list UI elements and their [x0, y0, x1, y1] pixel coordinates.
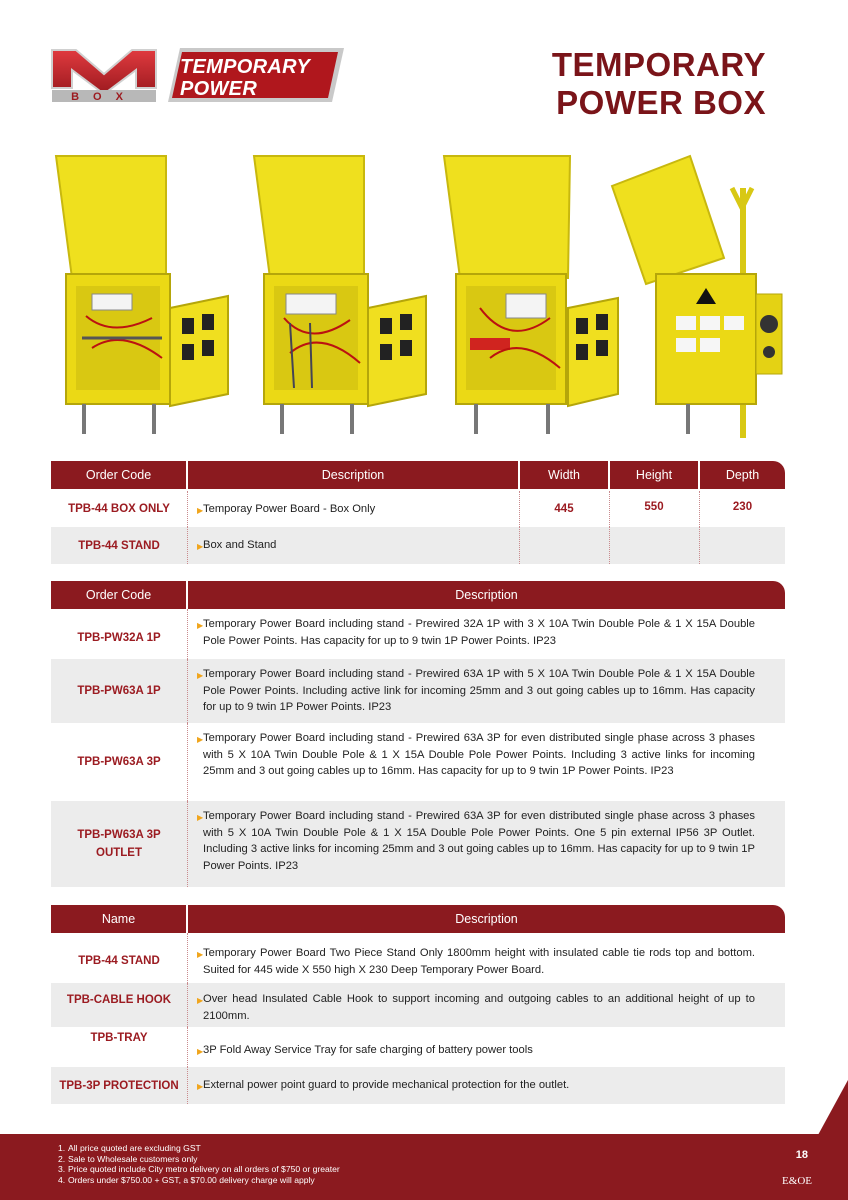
- table-row: TPB-PW63A 3P OUTLET ▶ Temporary Power Board including stand - Prewired 63A 3P for even distributed single phase across 3 phases with 5 X 10A Twin Double Pole & 1 X 15A Double Pole Power Points. One 5 pin external IP56 3P Outlet. Including 3 active links for incoming 25mm and 3 out going cables up to 16mm. Has capacity for up to 9 twin 1P Power Points. IP23: [51, 801, 785, 887]
- header-depth: Depth: [700, 461, 785, 489]
- footer-note: 3. Price quoted include City metro delivery on all orders of $750 or greater: [58, 1164, 340, 1175]
- prewired-table-header: [51, 581, 785, 609]
- order-code: TPB-PW63A 1P: [77, 685, 161, 697]
- accessory-name: TPB-TRAY: [90, 1032, 148, 1044]
- accessory-name: TPB-44 STAND: [78, 955, 160, 967]
- row-description: Temporary Power Board including stand - Prewired 32A 1P with 3 X 10A Twin Double Pole & 1 X 15A Double Pole Power Points. Has capacity for up to 9 twin 1P Power Points. IP23: [203, 618, 755, 647]
- row-description: Temporary Power Board Two Piece Stand Only 1800mm height with insulated cable tie rods top and bottom. Suited for 445 wide X 550 high X 230 Deep Temporary Power Board.: [203, 947, 755, 976]
- row-description: External power point guard to provide mechanical protection for the outlet.: [203, 1079, 570, 1091]
- row-description: Temporary Power Board including stand - Prewired 63A 3P for even distributed single phase across 3 phases with 5 X 10A Twin Double Pole & 1 X 15A Double Pole Power Points. One 5 pin external IP56 3P Outlet. Including 3 active links for incoming 25mm and 3 out going cables up to 16mm. Has capacity for up to 9 twin 1P Power Points. IP23: [203, 810, 755, 872]
- order-code: TPB-PW32A 1P: [77, 632, 161, 644]
- table-row: TPB-44 BOX ONLY ▶ Temporay Power Board - Box Only 445 550 230: [51, 491, 785, 527]
- footer-note: 2. Sale to Wholesale customers only: [58, 1153, 198, 1164]
- accessory-name: TPB-CABLE HOOK: [66, 994, 172, 1006]
- row-description: Temporary Power Board including stand - Prewired 63A 3P for even distributed single phase across 3 phases with 5 X 10A Twin Double Pole & 1 X 15A Double Pole Power Points. Including 3 active links for incoming 25mm and 3 out going cables up to 16mm. Has capacity for up to 9 twin 1P Power Points. IP23: [203, 732, 755, 777]
- depth-value: 230: [732, 501, 753, 513]
- page-title: [552, 46, 766, 122]
- tagline-line1: TEMPORARY: [180, 56, 311, 78]
- header-description: Description: [188, 905, 785, 933]
- footer-notes: [58, 1143, 340, 1185]
- table-row: TPB-44 STAND ▶ Temporary Power Board Two Piece Stand Only 1800mm height with insulated cable tie rods top and bottom. Suited for 445 wide X 550 high X 230 Deep Temporary Power Board.: [51, 933, 785, 983]
- height-value: 550: [644, 501, 664, 513]
- dimensions-table: [51, 461, 785, 564]
- product-image-box-open-2: [250, 148, 430, 440]
- product-image-box-closed: [606, 148, 796, 440]
- row-description: Temporary Power Board including stand - Prewired 63A 1P with 5 X 10A Twin Double Pole & 1 X 15A Double Pole Power Points. Including active link for incoming 25mm and 3 out going cables up to 16mm. Has capacity for up to 9 twin 1P Power Points. IP23: [203, 668, 755, 713]
- accessories-table: [51, 905, 785, 1104]
- order-code: TPB-PW63A 3P OUTLET: [77, 829, 161, 859]
- eoe-notice: E&OE: [782, 1175, 812, 1187]
- tagline-line2: POWER BOARD: [180, 78, 258, 122]
- accessory-name: TPB-3P PROTECTION: [59, 1079, 179, 1092]
- table-row: TPB-3P PROTECTION ▶ External power point guard to provide mechanical protection for the outlet.: [51, 1067, 785, 1104]
- svg-text:BOX: BOX: [71, 91, 137, 103]
- header-height: Height: [610, 461, 698, 489]
- footer-note: 4. Orders under $750.00 + GST, a $70.00 delivery charge will apply: [58, 1174, 315, 1185]
- table-row: TPB-CABLE HOOK ▶ Over head Insulated Cable Hook to support incoming and outgoing cables to an additional height of up to 2100mm.: [51, 983, 785, 1027]
- page-title-line2: POWER BOX: [556, 84, 766, 121]
- table-row: TPB-PW63A 1P ▶ Temporary Power Board including stand - Prewired 63A 1P with 5 X 10A Twin Double Pole & 1 X 15A Double Pole Power Points. Including active link for incoming 25mm and 3 out going cables up to 16mm. Has capacity for up to 9 twin 1P Power Points. IP23: [51, 659, 785, 723]
- header-order-code: Order Code: [51, 581, 186, 609]
- page-title-line1: TEMPORARY: [551, 46, 766, 83]
- row-description: Temporay Power Board - Box Only: [203, 503, 376, 515]
- footer-note: 1. All price quoted are excluding GST: [58, 1143, 201, 1153]
- row-description: Box and Stand: [203, 539, 277, 551]
- header-description: Description: [188, 461, 518, 489]
- footer-corner-decoration: [818, 1080, 848, 1135]
- order-code: TPB-44 BOX ONLY: [68, 503, 170, 515]
- table-row: TPB-TRAY ▶ 3P Fold Away Service Tray for safe charging of battery power tools: [51, 1027, 785, 1067]
- product-image-box-open-3: [440, 148, 620, 440]
- table-row: TPB-44 STAND ▶ Box and Stand: [51, 527, 785, 564]
- header-order-code: Order Code: [51, 461, 186, 489]
- product-image-box-open-1: [52, 148, 232, 440]
- row-description: Over head Insulated Cable Hook to support incoming and outgoing cables to an additional height of up to 2100mm.: [203, 993, 755, 1022]
- order-code: TPB-44 STAND: [78, 539, 160, 552]
- width-value: 445: [554, 503, 574, 515]
- tagline-text: [180, 56, 330, 122]
- prewired-table: [51, 581, 785, 887]
- table-row: TPB-PW63A 3P ▶ Temporary Power Board including stand - Prewired 63A 3P for even distributed single phase across 3 phases with 5 X 10A Twin Double Pole & 1 X 15A Double Pole Power Points. Including 3 active links for incoming 25mm and 3 out going cables up to 16mm. Has capacity for up to 9 twin 1P Power Points. IP23: [51, 723, 785, 801]
- header-width: Width: [520, 461, 608, 489]
- table-row: TPB-PW32A 1P ▶ Temporary Power Board including stand - Prewired 32A 1P with 3 X 10A Twin Double Pole & 1 X 15A Double Pole Power Points. Has capacity for up to 9 twin 1P Power Points. IP23: [51, 609, 785, 659]
- mbox-logo: [48, 42, 160, 104]
- header-name: Name: [51, 905, 186, 933]
- page-number: 18: [795, 1149, 808, 1161]
- row-description: 3P Fold Away Service Tray for safe charging of battery power tools: [203, 1044, 533, 1056]
- dimensions-table-header: [51, 461, 785, 489]
- accessories-table-header: [51, 905, 785, 933]
- order-code: TPB-PW63A 3P: [77, 756, 161, 768]
- header-description: Description: [188, 581, 785, 609]
